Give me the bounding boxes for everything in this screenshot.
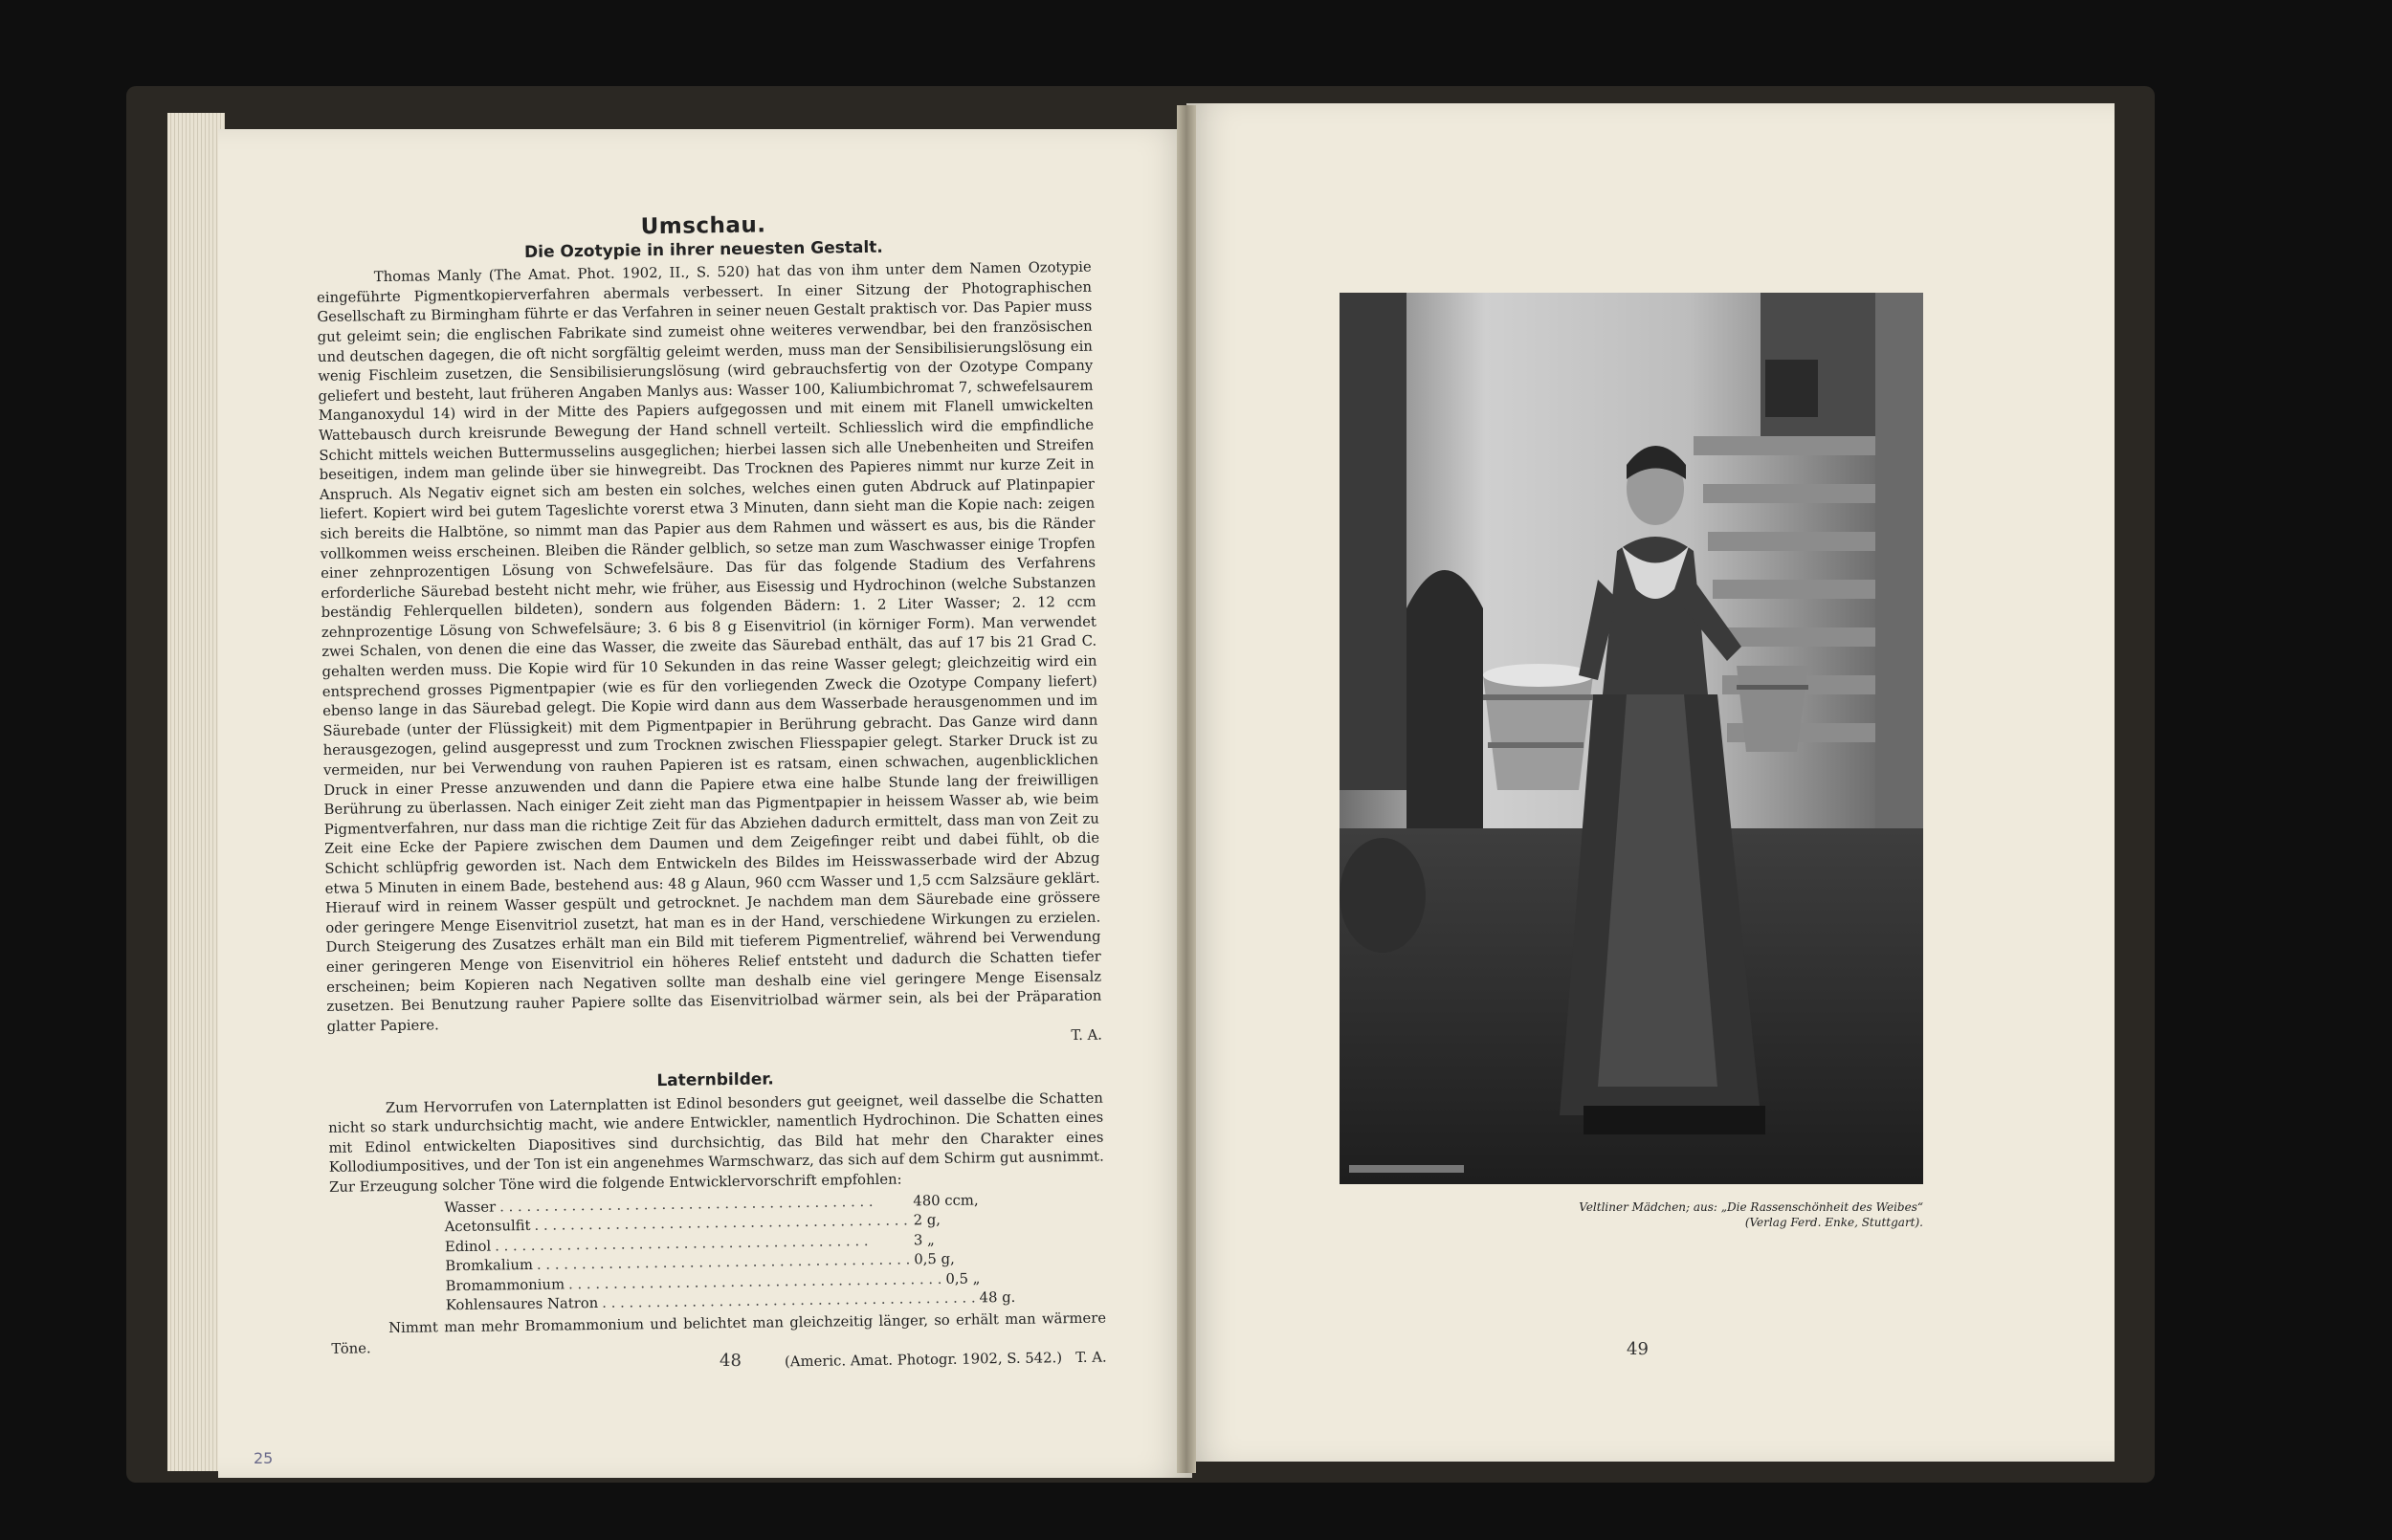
recipe-amount: 480 ccm,: [913, 1191, 979, 1209]
recipe-row: Edinol . . . . . . . . . . . . . . . . . . . . . . . . . . . . . . . . . . . . . . . . . . 3 „: [445, 1230, 981, 1257]
page-number-right: 49: [1627, 1339, 1649, 1359]
page-number-left: 48: [720, 1351, 742, 1371]
recipe-ingredient: Acetonsulfit: [444, 1218, 531, 1236]
developer-recipe: [444, 1191, 1016, 1316]
recipe-amount: 0,5 g,: [914, 1251, 955, 1268]
recipe-row: Bromammonium . . . . . . . . . . . . . . . . . . . . . . . . . . . . . . . . . . . . . . . . . . 0,5 „: [445, 1269, 981, 1296]
photograph-veltliner-girl: [1340, 293, 1923, 1184]
recipe-amount: 3 „: [913, 1231, 935, 1249]
recipe-ingredient: Wasser: [444, 1198, 497, 1216]
photo-illustration: [1340, 293, 1923, 1184]
article-body-ozotypie: Thomas Manly (The Amat. Phot. 1902, II., S. 520) hat das von ihm unter dem Namen Ozotypie eingeführte Pigmentkopierverfahren abermals verbessert. In einer Sitzung der Photographischen Gesellschaft zu Birmingham führte er das Verfahren in seiner neuen Gestalt praktisch vor. Das Papier muss gut geleimt sein; die englischen Fabrikate sind zumeist ohne weiteres verwendbar, bei den französischen und deutschen dagegen, die oft nicht sorgfältig geleimt werden, muss man der Sensibilisierungslösung ein wenig Fischleim zusetzen, die Sensibilisierungslösung (wird gebrauchsfertig von der Ozotype Company geliefert und besteht, laut früheren Angaben Manlys aus: Wasser 100, Kaliumbichromat 7, schwefelsaurem Manganoxydul 14) wird in der Mitte des Papiers aufgegossen und mit einem mit Flanell umwickelten Wattebausch durch kreisrunde Bewegung der Hand schnell verteilt. Schliesslich wird die empfindliche Schicht mittels weichen Buttermusselins ausgeglichen; hierbei lassen sich alle Unebenheiten und Streifen beseitigen, indem man gelinde über sie hinwegreibt. Das Trocknen des Papieres nimmt nur kurze Zeit in Anspruch. Als Negativ eignet sich am besten ein solches, welches einen guten Abdruck auf Platinpapier liefert. Kopiert wird bei gutem Tageslichte vorerst etwa 3 Minuten, dann sieht man die Kopie nach: zeigen sich bereits die Halbtöne, so nimmt man das Papier aus dem Rahmen und wässert es aus, bis die Ränder vollkommen weiss erscheinen. Bleiben die Ränder gelblich, so setze man zum Waschwasser einige Tropfen einer zehnprozentigen Lösung von Schwefelsäure. Das für das folgende Stadium des Verfahrens erforderliche Säurebad besteht nicht mehr, wie früher, aus Eisessig und Hydrochinon (welche Substanzen beständig Fehlerquellen bildeten), sondern aus folgenden Bädern: 1. 2 Liter Wasser; 2. 12 ccm zehnprozentige Lösung von Schwefelsäure; 3. 6 bis 8 g Eisenvitriol (in körniger Form). Man verwendet zwei Schalen, von denen die eine das Wasser, die zweite das Säurebad enthält, das auf 17 bis 21 Grad C. gehalten werden muss. Die Kopie wird für 10 Sekunden in das reine Wasser gelegt; gleichzeitig wird ein entsprechend grosses Pigmentpapier (wie es für den vorliegenden Zweck die Ozotype Company liefert) ebenso lange in das Säurebad gelegt. Die Kopie wird dann aus dem Wasserbade herausgenommen und im Säurebade (unter der Flüssigkeit) mit dem Pigmentpapier in Berührung gebracht. Das Ganze wird dann herausgezogen, gelind ausgepresst und zum Trocknen zwischen Fliesspapier gelegt. Starker Druck ist zu vermeiden, nur bei Verwendung von rauhen Papieren ist es ratsam, einen schwachen, augenblicklichen Druck in einer Presse anzuwenden und dann die Papiere etwa eine halbe Stunde lang der freiwilligen Berührung zu überlassen. Nach einiger Zeit zieht man das Pigmentpapier in heissem Wasser ab, wie beim Pigmentverfahren, nur dass man die richtige Zeit für das Abziehen dadurch ermittelt, dass man von Zeit zu Zeit eine Ecke der Papiere zwischen dem Daumen und dem Zeigefinger reibt und dabei fühlt, ob die Schicht schlüpfrig geworden ist. Nach dem Entwickeln des Bildes im Heisswasserbade wird der Abzug etwa 5 Minuten in einem Bade, bestehend aus: 48 g Alaun, 960 ccm Wasser und 1,5 ccm Salzsäure geklärt. Hierauf wird in reinem Wasser gespült und getrocknet. Je nachdem man dem Säurebade eine grössere oder geringere Menge Eisenvitriol zusetzt, hat man es in der Hand, verschiedene Wirkungen zu erzielen. Durch Steigerung des Zusatzes erhält man ein Bild mit tieferem Pigmentrelief, während bei Verwendung einer geringeren Menge von Eisenvitriol ein höheres Relief entsteht und dadurch die Schatten tiefer erscheinen; beim Kopieren nach Negativen sollte man deshalb eine viel geringere Menge Eisensalz zusetzen. Bei Benutzung rauher Papiere sollte das Eisenvitriolbad wärmer sein, als bei der Präparation glatter Papiere.: [316, 258, 1102, 1035]
recipe-row: Acetonsulfit . . . . . . . . . . . . . . . . . . . . . . . . . . . . . . . . . . . . . . . . . . 2 g,: [445, 1210, 981, 1237]
left-page-text: [316, 211, 1107, 1379]
section-heading: Umschau.: [640, 212, 766, 240]
photo-caption-line1: Veltliner Mädchen; aus: „Die Rassenschönheit des Weibes“: [1579, 1200, 1923, 1214]
recipe-ingredient: Kohlensaures Natron: [445, 1295, 599, 1314]
recipe-ingredient: Bromammonium: [445, 1276, 565, 1295]
article-body-laternbilder: Zum Hervorrufen von Laternplatten ist Edinol besonders gut geeignet, weil dasselbe die Schatten nicht so stark undurchsichtig macht, wie andere Entwickler, namentlich Hydrochinon. Die Schatten eines mit Edinol entwickelten Diapositives sind durchsichtig, das Bild hat mehr den Charakter eines Kollodiumpositives, und der Ton ist ein angenehmes Warmschwarz, das sich auf dem Schirm gut ausnimmt. Zur Erzeugung solcher Töne wird die folgende Entwicklervorschrift empfohlen:: [328, 1089, 1104, 1196]
recipe-amount: 48 g.: [979, 1289, 1016, 1307]
recipe-amount: 0,5 „: [945, 1270, 981, 1287]
recipe-amount: 2 g,: [913, 1212, 941, 1229]
margin-note-pencil: 25: [254, 1449, 274, 1467]
book-gutter: [1177, 105, 1196, 1473]
photo-caption-line2: (Verlag Ferd. Enke, Stuttgart).: [1744, 1216, 1923, 1229]
photo-caption: [1531, 1199, 1923, 1230]
article-title-laternbilder: Laternbilder.: [656, 1069, 774, 1091]
article-signature-laternbilder: T. A.: [1075, 1349, 1107, 1367]
article-closing-laternbilder: Nimmt man mehr Bromammonium und belichtet man gleichzeitig länger, so erhält man wärmere Töne.: [331, 1309, 1107, 1357]
recipe-ingredient: Bromkalium: [445, 1257, 534, 1275]
recipe-row: Bromkalium . . . . . . . . . . . . . . . . . . . . . . . . . . . . . . . . . . . . . . . . . . 0,5 g,: [445, 1250, 981, 1277]
recipe-row: Wasser . . . . . . . . . . . . . . . . . . . . . . . . . . . . . . . . . . . . . . . . . . 480 ccm,: [444, 1191, 980, 1218]
recipe-row: Kohlensaures Natron . . . . . . . . . . . . . . . . . . . . . . . . . . . . . . . . . . . . . . . . . . 48 g.: [446, 1289, 982, 1316]
article-title-ozotypie: Die Ozotypie in ihrer neuesten Gestalt.: [523, 237, 883, 262]
article-reference: (Americ. Amat. Photogr. 1902, S. 542.): [784, 1350, 1063, 1371]
page-edges: [167, 113, 225, 1471]
article-signature-ozotypie: T. A.: [1071, 1026, 1103, 1045]
recipe-ingredient: Edinol: [444, 1238, 492, 1255]
